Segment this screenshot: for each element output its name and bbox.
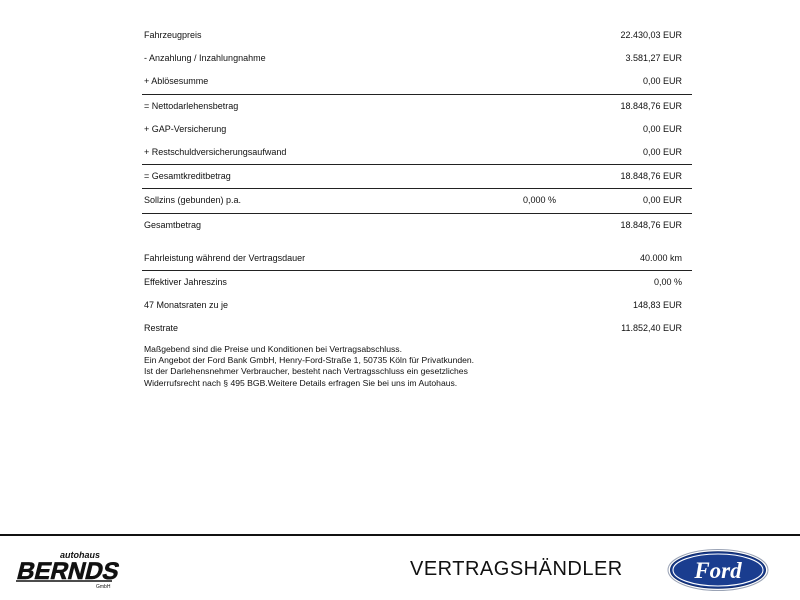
row-value: 18.848,76 EUR bbox=[620, 100, 682, 111]
row-value: 40.000 km bbox=[639, 252, 682, 263]
table-row bbox=[142, 189, 692, 213]
row-value: 0,00 EUR bbox=[642, 195, 682, 206]
note-line: Ein Angebot der Ford Bank GmbH, Henry-Ford-Straße 1, 50735 Köln für Privatkunden. bbox=[144, 355, 475, 366]
row-value: 18.848,76 EUR bbox=[620, 219, 682, 230]
row-label: + GAP-Versicherung bbox=[144, 123, 227, 134]
financing-table bbox=[142, 24, 692, 340]
legal-notes bbox=[144, 344, 704, 389]
row-label: - Anzahlung / Inzahlungnahme bbox=[144, 53, 266, 64]
row-gap bbox=[142, 237, 692, 247]
table-row bbox=[142, 271, 692, 294]
row-label: = Nettodarlehensbetrag bbox=[144, 100, 239, 111]
row-label: Gesamtbetrag bbox=[144, 219, 202, 230]
row-value: 22.430,03 EUR bbox=[620, 30, 682, 40]
dealer-logo-suffix: GmbH bbox=[96, 584, 111, 590]
row-label: Effektiver Jahreszins bbox=[144, 276, 227, 287]
table-row bbox=[142, 214, 692, 237]
ford-logo-text: Ford bbox=[694, 558, 742, 583]
table-row bbox=[142, 70, 692, 94]
row-rate: 0,000 % bbox=[523, 195, 557, 206]
row-label: = Gesamtkreditbetrag bbox=[144, 171, 231, 182]
dealer-title: VERTRAGSHÄNDLER bbox=[410, 558, 623, 580]
row-value: 11.852,40 EUR bbox=[621, 323, 682, 334]
table-row bbox=[142, 47, 692, 70]
row-label: + Restschuldversicherungsaufwand bbox=[144, 146, 287, 157]
table-row bbox=[142, 141, 692, 165]
table-row bbox=[142, 24, 692, 47]
note-line: Ist der Darlehensnehmer Verbraucher, besteht nach Vertragsschluss ein gesetzliches bbox=[144, 366, 468, 377]
row-label: Restrate bbox=[144, 323, 179, 334]
row-label: + Ablösesumme bbox=[144, 76, 209, 87]
row-value: 0,00 EUR bbox=[642, 123, 682, 134]
dealer-logo-top: autohaus bbox=[60, 550, 101, 560]
row-label: Fahrzeugpreis bbox=[144, 30, 202, 40]
row-label: Fahrleistung während der Vertragsdauer bbox=[144, 252, 306, 263]
row-label: Sollzins (gebunden) p.a. bbox=[144, 195, 242, 206]
row-value: 0,00 % bbox=[653, 276, 682, 287]
table-row bbox=[142, 317, 692, 340]
row-value: 0,00 EUR bbox=[642, 146, 682, 157]
row-value: 148,83 EUR bbox=[632, 300, 682, 311]
row-value: 3.581,27 EUR bbox=[625, 53, 682, 64]
ford-logo bbox=[666, 548, 770, 592]
table-row bbox=[142, 95, 692, 118]
table-row bbox=[142, 118, 692, 141]
row-label: 47 Monatsraten zu je bbox=[144, 300, 229, 311]
dealer-logo bbox=[14, 546, 124, 590]
dealer-logo-name: BERNDS bbox=[14, 558, 123, 585]
row-value: 0,00 EUR bbox=[642, 76, 682, 87]
note-line: Widerrufsrecht nach § 495 BGB.Weitere Details erfragen Sie bei uns im Autohaus. bbox=[144, 377, 458, 388]
table-row bbox=[142, 247, 692, 271]
row-value: 18.848,76 EUR bbox=[620, 171, 682, 182]
table-row bbox=[142, 165, 692, 189]
note-line: Maßgebend sind die Preise und Konditionen bei Vertragsabschluss. bbox=[144, 344, 402, 354]
table-row bbox=[142, 294, 692, 317]
footer-divider bbox=[0, 534, 800, 536]
